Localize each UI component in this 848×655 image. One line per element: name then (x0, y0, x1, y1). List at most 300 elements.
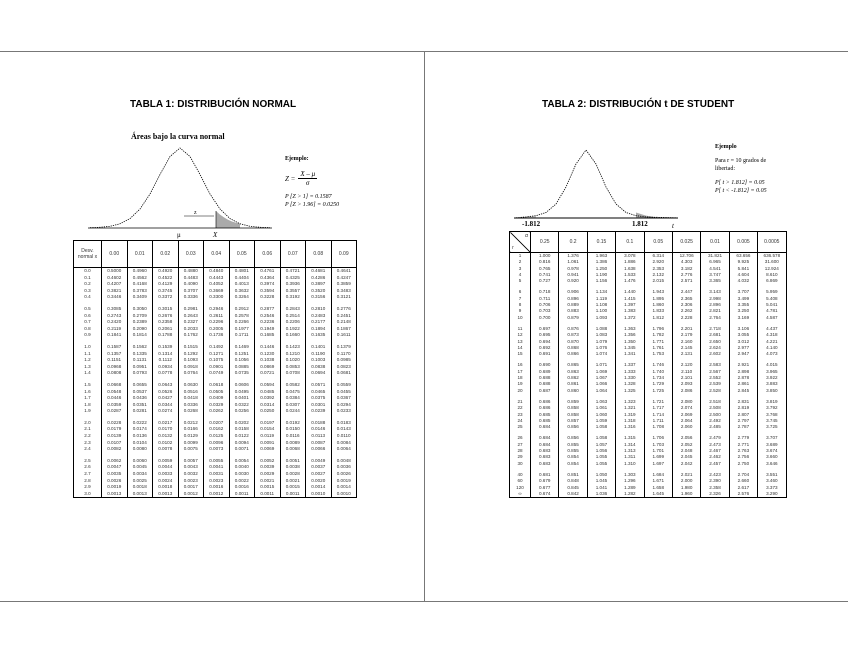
table-cell: 0.1314 (153, 351, 179, 358)
tz-row-label: 0.8 (74, 326, 102, 333)
table-row (74, 294, 357, 301)
table-row (74, 319, 357, 326)
table-cell: 0.0091 (255, 440, 281, 447)
table-cell: 0.0655 (127, 382, 153, 389)
table-cell: 0.0024 (153, 478, 179, 485)
table-cell: 0.685 (531, 412, 559, 418)
table-cell: 0.0274 (153, 408, 179, 415)
table-cell: 0.848 (559, 478, 587, 484)
tz-column-header: 0.09 (331, 241, 357, 268)
table-row (74, 426, 357, 433)
table-cell: 1.066 (587, 381, 615, 387)
table-cell: 3.012 (729, 339, 757, 345)
table-cell: 0.0048 (331, 458, 357, 465)
tt-row-label: 27 (510, 442, 531, 448)
table-cell: 0.842 (559, 491, 587, 498)
table-cell: 0.1379 (331, 344, 357, 351)
table-cell: 0.741 (531, 272, 559, 278)
table-cell: 1.440 (616, 289, 644, 295)
table-cell: 0.1492 (204, 344, 230, 351)
table-cell: 0.978 (559, 266, 587, 272)
table-cell: 1.833 (644, 308, 672, 314)
table-cell: 0.0016 (204, 484, 230, 491)
table-cell: 0.0066 (306, 446, 332, 453)
table-cell: 1.963 (587, 253, 615, 260)
table-cell: 1.345 (616, 345, 644, 351)
table-cell: 0.2119 (102, 326, 128, 333)
table-cell: 0.703 (531, 308, 559, 314)
table-cell: 3.965 (758, 369, 786, 375)
t-table (509, 231, 787, 498)
table-cell: 0.3015 (153, 306, 179, 313)
table-cell: 0.0022 (229, 478, 255, 485)
table-cell: 0.4840 (204, 268, 230, 275)
tt-row-label: 40 (510, 472, 531, 478)
tt-row-label: 5 (510, 278, 531, 284)
tt-row-label: 24 (510, 418, 531, 424)
tt-row-label: 14 (510, 345, 531, 351)
table-cell: 2.201 (672, 326, 700, 332)
table-cell: 1.701 (644, 448, 672, 454)
table-cell: 0.906 (559, 289, 587, 295)
table-cell: 0.0764 (178, 370, 204, 377)
table-cell: 0.0062 (102, 458, 128, 465)
table-cell: 0.0012 (204, 491, 230, 498)
table-cell: 0.1587 (102, 344, 128, 351)
table-cell: 1.943 (644, 289, 672, 295)
table-cell: 0.1075 (204, 357, 230, 364)
table-cell: 0.0853 (280, 364, 306, 371)
table2-title: TABLA 2: DISTRIBUCIÓN t DE STUDENT (542, 99, 735, 110)
table-cell: 0.686 (531, 399, 559, 405)
table-cell: 0.0951 (127, 364, 153, 371)
table-cell: 4.140 (758, 345, 786, 351)
table-cell: 2.447 (672, 289, 700, 295)
table-cell: 2.262 (672, 308, 700, 314)
table-cell: 0.0023 (178, 478, 204, 485)
table-cell: 0.0351 (127, 402, 153, 409)
normal-example-heading: Ejemplo: (285, 156, 309, 162)
tt-column-header: 0.05 (644, 232, 672, 253)
table-cell: 0.0233 (331, 408, 357, 415)
table-cell: 0.1469 (229, 344, 255, 351)
table-cell: 0.0146 (306, 426, 332, 433)
table-cell: 3.169 (729, 315, 757, 321)
table-cell: 1.319 (616, 412, 644, 418)
table-cell: 3.883 (758, 381, 786, 387)
table-cell: 0.690 (531, 362, 559, 368)
t-example-line2: libertad: (715, 166, 735, 172)
table-cell: 0.0049 (306, 458, 332, 465)
table-cell: 3.182 (672, 266, 700, 272)
table-cell: 0.0057 (178, 458, 204, 465)
table-cell: 0.0136 (127, 433, 153, 440)
table-cell: 3.768 (758, 412, 786, 418)
tz-column-header: 0.01 (127, 241, 153, 268)
table-cell: 1.706 (644, 435, 672, 441)
table-row (74, 491, 357, 498)
table-cell: 0.920 (559, 278, 587, 284)
table-cell: 0.2236 (255, 319, 281, 326)
table-cell: 4.303 (672, 259, 700, 265)
table-cell: 3.250 (729, 308, 757, 314)
table-cell: 2.571 (672, 278, 700, 284)
table-cell: 3.373 (758, 485, 786, 491)
table-cell: 5.041 (758, 302, 786, 308)
table-cell: 0.688 (531, 375, 559, 381)
table-cell: 0.4207 (102, 281, 128, 288)
tz-row-label: 0.9 (74, 332, 102, 339)
table-cell: 0.2451 (331, 313, 357, 320)
table-cell: 0.3821 (102, 288, 128, 295)
table-cell: 0.4013 (229, 281, 255, 288)
table-cell: 0.0409 (204, 395, 230, 402)
table-cell: 1.333 (616, 369, 644, 375)
tt-row-label: 21 (510, 399, 531, 405)
table-cell: 1.060 (587, 412, 615, 418)
table-cell: 0.856 (559, 435, 587, 441)
table-cell: 3.055 (729, 332, 757, 338)
table-cell: 0.674 (531, 491, 559, 498)
table-cell: 0.1292 (178, 351, 204, 358)
table-cell: 0.0197 (255, 420, 281, 427)
table-cell: 0.1711 (229, 332, 255, 339)
tz-row-label: 0.0 (74, 268, 102, 275)
table-cell: 1.314 (616, 442, 644, 448)
table-cell: 12.706 (672, 253, 700, 260)
table-cell: 0.0036 (331, 464, 357, 471)
table-cell: 0.681 (531, 472, 559, 478)
table-cell: 0.4483 (178, 275, 204, 282)
table-row (74, 326, 357, 333)
table-cell: 0.1271 (204, 351, 230, 358)
table-cell: 0.4960 (127, 268, 153, 275)
table-cell: 1.645 (644, 491, 672, 498)
table-cell: 2.326 (701, 491, 729, 498)
table-cell: 0.0040 (229, 464, 255, 471)
tz-column-header: 0.05 (229, 241, 255, 268)
table-cell: 0.765 (531, 266, 559, 272)
table-cell: 0.2743 (102, 313, 128, 320)
table-cell: 0.4801 (229, 268, 255, 275)
table-cell: 0.0011 (229, 491, 255, 498)
table-cell: 1.061 (559, 259, 587, 265)
table-cell: 2.508 (701, 405, 729, 411)
table-cell: 0.0047 (102, 464, 128, 471)
table-cell: 0.883 (559, 308, 587, 314)
tz-row-label: 0.3 (74, 288, 102, 295)
tz-row-label: 2.3 (74, 440, 102, 447)
table-cell: 0.0025 (127, 478, 153, 485)
table-cell: 0.1922 (280, 326, 306, 333)
table-cell: 1.079 (587, 339, 615, 345)
table-cell: 1.363 (616, 326, 644, 332)
table-cell: 0.0418 (178, 395, 204, 402)
tt-row-label: 30 (510, 461, 531, 467)
table-cell: 0.3228 (255, 294, 281, 301)
table-row (74, 332, 357, 339)
table-row (74, 268, 357, 275)
table-cell: 4.541 (701, 266, 729, 272)
table-cell: 1.067 (587, 375, 615, 381)
table-row (74, 440, 357, 447)
table-cell: 0.0060 (127, 458, 153, 465)
normal-curve (90, 148, 270, 228)
table-cell: 0.0314 (255, 402, 281, 409)
table-cell: 0.684 (531, 442, 559, 448)
table-cell: 0.0037 (306, 464, 332, 471)
tz-row-label: 2.2 (74, 433, 102, 440)
table-cell: 0.4286 (306, 275, 332, 282)
table-cell: 1.313 (616, 448, 644, 454)
normal-tail-area (216, 211, 240, 228)
table-cell: 3.745 (758, 418, 786, 424)
table-cell: 0.0256 (229, 408, 255, 415)
table-cell: 3.355 (729, 302, 757, 308)
table-cell: 1.697 (644, 461, 672, 467)
table-cell: 0.816 (531, 259, 559, 265)
table-cell: 0.865 (559, 362, 587, 368)
table-cell: 2.518 (701, 399, 729, 405)
tt-row-label: 28 (510, 448, 531, 454)
table-cell: 0.3594 (255, 288, 281, 295)
table-cell: 0.0030 (229, 471, 255, 478)
table-cell: 2.831 (729, 399, 757, 405)
table-cell: 3.646 (758, 461, 786, 467)
tt-row-label: 3 (510, 266, 531, 272)
tz-header-row (74, 241, 357, 268)
table-row (74, 275, 357, 282)
table-cell: 0.683 (531, 461, 559, 467)
table-cell: 3.078 (616, 253, 644, 260)
table-cell: 0.0228 (102, 420, 128, 427)
table-cell: 0.2981 (178, 306, 204, 313)
table-cell: 1.711 (644, 418, 672, 424)
table-cell: 2.977 (729, 345, 757, 351)
table-cell: 0.2327 (178, 319, 204, 326)
table-cell: 1.108 (587, 302, 615, 308)
table-cell: 0.3192 (280, 294, 306, 301)
tz-row-label: 0.7 (74, 319, 102, 326)
table-row (510, 253, 787, 260)
table-cell: 1.729 (644, 381, 672, 387)
table-cell: 0.0446 (102, 395, 128, 402)
table-cell: 0.0082 (102, 446, 128, 453)
table-cell: 1.658 (644, 485, 672, 491)
table-row (74, 382, 357, 389)
table-cell: 0.0099 (178, 440, 204, 447)
tz-column-header: 0.08 (306, 241, 332, 268)
table-cell: 0.3783 (127, 288, 153, 295)
table-cell: 1.812 (644, 315, 672, 321)
table-cell: 0.0183 (331, 420, 357, 427)
table-cell: 3.106 (729, 326, 757, 332)
table-cell: 0.3085 (102, 306, 128, 313)
table-cell: 1.703 (644, 442, 672, 448)
table-cell: 2.764 (701, 315, 729, 321)
tt-row-label: 20 (510, 388, 531, 394)
table-cell: 1.303 (616, 472, 644, 478)
table-cell: 1.376 (559, 253, 587, 260)
table-cell: 2.467 (701, 448, 729, 454)
table-cell: 2.120 (672, 362, 700, 368)
tz-corner-label: Desv. normal x (74, 241, 102, 268)
table-cell: 0.4522 (153, 275, 179, 282)
table-cell: 0.1251 (229, 351, 255, 358)
table-cell: 2.306 (672, 302, 700, 308)
table-cell: 2.101 (672, 375, 700, 381)
table-cell: 2.060 (672, 424, 700, 430)
table-cell: 3.922 (758, 375, 786, 381)
tt-row-label: 15 (510, 351, 531, 357)
table-row (74, 446, 357, 453)
table-cell: 0.858 (559, 405, 587, 411)
table-cell: 0.0055 (204, 458, 230, 465)
t-example-heading: Ejemplo (715, 144, 737, 150)
normal-x-label: X (213, 231, 218, 239)
table-cell: 8.610 (758, 272, 786, 278)
table-row (74, 281, 357, 288)
table-cell: 0.0643 (153, 382, 179, 389)
table-cell: 0.0143 (331, 426, 357, 433)
tt-column-header: 0.15 (587, 232, 615, 253)
tt-column-header: 0.01 (701, 232, 729, 253)
table-cell: 1.093 (587, 315, 615, 321)
table-cell: 0.0244 (280, 408, 306, 415)
table-cell: 0.1230 (255, 351, 281, 358)
page-divider (424, 51, 425, 602)
table-cell: 0.3897 (306, 281, 332, 288)
table-cell: 2.500 (701, 412, 729, 418)
table-cell: 1.960 (672, 491, 700, 498)
table-cell: 0.718 (531, 289, 559, 295)
table-cell: 0.2090 (127, 326, 153, 333)
table-cell: 2.528 (701, 388, 729, 394)
table-cell: 5.408 (758, 296, 786, 302)
table-cell: 0.0192 (280, 420, 306, 427)
table-cell: 0.855 (559, 442, 587, 448)
table-cell: 2.048 (672, 448, 700, 454)
table-cell: 0.0035 (102, 471, 128, 478)
table-cell: 1.000 (531, 253, 559, 260)
table-cell: 0.0985 (331, 357, 357, 364)
table-cell: 2.473 (701, 442, 729, 448)
table-row (74, 408, 357, 415)
table-cell: 0.4325 (280, 275, 306, 282)
table-cell: 0.1841 (102, 332, 128, 339)
table-cell: 0.697 (531, 326, 559, 332)
table-cell: 0.727 (531, 278, 559, 284)
table-cell: 0.677 (531, 485, 559, 491)
table-cell: 0.4920 (153, 268, 179, 275)
table-cell: 0.0968 (102, 364, 128, 371)
t-curve (516, 150, 676, 218)
table-cell: 0.3446 (102, 294, 128, 301)
table-cell: 0.876 (559, 326, 587, 332)
table-cell: 0.879 (559, 315, 587, 321)
tz-row-label: 2.4 (74, 446, 102, 453)
tt-corner (510, 232, 531, 253)
table-cell: 2.228 (672, 315, 700, 321)
tt-column-header: 0.2 (559, 232, 587, 253)
table-cell: 2.896 (701, 302, 729, 308)
table-cell: 0.868 (559, 345, 587, 351)
table-cell: 0.0018 (153, 484, 179, 491)
table-cell: 2.650 (701, 339, 729, 345)
table-cell: 2.479 (701, 435, 729, 441)
table-cell: 0.0014 (306, 484, 332, 491)
table-cell: 0.0064 (331, 446, 357, 453)
tt-column-header: 0.005 (729, 232, 757, 253)
tt-row-label: 22 (510, 405, 531, 411)
table-cell: 0.695 (531, 332, 559, 338)
table-cell: 2.660 (729, 478, 757, 484)
table-cell: 0.2061 (153, 326, 179, 333)
table-cell: 1.316 (616, 424, 644, 430)
table-cell: 1.055 (587, 454, 615, 460)
table-cell: 0.0031 (204, 471, 230, 478)
table-cell: 3.707 (758, 435, 786, 441)
table-cell: 1.119 (587, 296, 615, 302)
tz-row-label: 2.0 (74, 420, 102, 427)
table-cell: 0.0068 (280, 446, 306, 453)
table-cell: 2.776 (672, 272, 700, 278)
t-left-label: -1.812 (522, 220, 541, 228)
table-cell: 1.315 (616, 435, 644, 441)
table-cell: 0.4052 (204, 281, 230, 288)
table-cell: 2.756 (729, 454, 757, 460)
table-cell: 0.2843 (280, 306, 306, 313)
table-cell: 0.0359 (102, 402, 128, 409)
table-cell: 0.3300 (204, 294, 230, 301)
table-cell: 1.318 (616, 418, 644, 424)
table-cell: 5.841 (729, 266, 757, 272)
table-cell: 0.0012 (178, 491, 204, 498)
table-cell: 0.684 (531, 424, 559, 430)
table-cell: 0.3483 (331, 288, 357, 295)
table-cell: 0.0301 (306, 402, 332, 409)
table-cell: 2.069 (672, 412, 700, 418)
table-row (74, 464, 357, 471)
table-cell: 0.0681 (331, 370, 357, 377)
tz-row-label: 2.6 (74, 464, 102, 471)
table-cell: 4.318 (758, 332, 786, 338)
table-cell: 0.4090 (178, 281, 204, 288)
table-cell: 0.2776 (331, 306, 357, 313)
table-cell: 0.2483 (306, 313, 332, 320)
table-cell: 3.819 (758, 399, 786, 405)
table-cell: 4.781 (758, 308, 786, 314)
table-row (74, 458, 357, 465)
table-cell: 0.941 (559, 272, 587, 278)
table-cell: 0.1401 (306, 344, 332, 351)
table-cell: 0.700 (531, 315, 559, 321)
table-cell: 0.0158 (229, 426, 255, 433)
table-cell: 0.2358 (153, 319, 179, 326)
table-row (74, 306, 357, 313)
tz-row-label: 1.8 (74, 402, 102, 409)
table-cell: 2.492 (701, 418, 729, 424)
table-cell: 1.296 (616, 478, 644, 484)
table-cell: 1.321 (616, 405, 644, 411)
t-example-line1: Para r = 10 grados de (715, 158, 767, 164)
table-cell: 0.0052 (255, 458, 281, 465)
table-cell: 2.787 (729, 424, 757, 430)
table-cell: 3.143 (701, 289, 729, 295)
table-cell: 0.2177 (306, 319, 332, 326)
table-cell: 2.624 (701, 345, 729, 351)
table-cell: 0.860 (559, 388, 587, 394)
